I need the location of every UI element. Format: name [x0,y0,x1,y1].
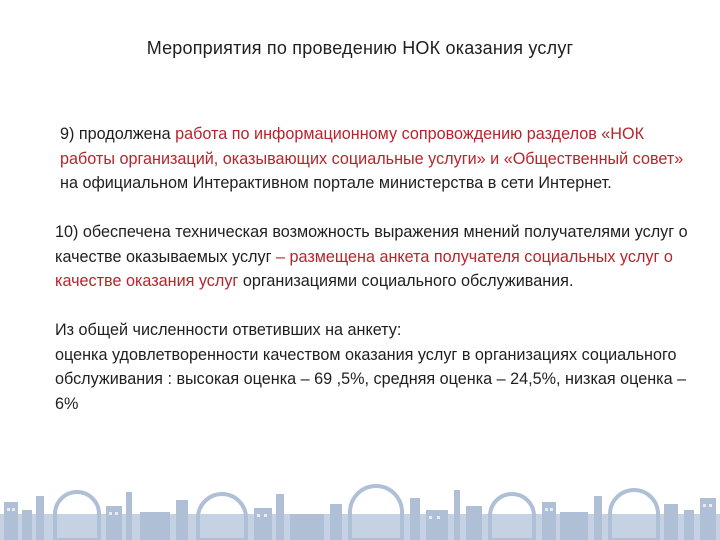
survey-scores: оценка удовлетворенности качеством оказания услуг в организациях социального обслуживания : высокая оценка – 69 ,5%, средняя оценка – 24,5%, низкая оценка – 6% [55,345,687,413]
survey-intro: Из общей численности ответивших на анкету: [55,321,402,339]
city-skyline-decoration [0,484,720,540]
p9-highlight: работа по информационному сопровождению разделов «НОК работы организаций, оказывающих социальные услуги» и «Общественный совет» [60,125,684,168]
survey-results [55,318,695,416]
p10-highlight: – размещена анкета получателя социальных услуг о качестве оказания услуг [55,247,673,290]
slide-title: Мероприятия по проведению НОК оказания услуг [146,38,574,58]
p10-text-end: организациями социального обслуживания. [238,272,574,290]
p9-text-end: на официальном Интерактивном портале министерства в сети Интернет. [60,174,612,192]
p10-text-start: 10) обеспечена техническая возможность выражения мнений получателями услуг о качестве оказываемых услуг [55,223,688,266]
paragraph-9 [55,122,695,196]
p9-text-start: 9) продолжена [60,125,176,143]
paragraph-10 [55,220,695,294]
slide-body [55,122,695,441]
